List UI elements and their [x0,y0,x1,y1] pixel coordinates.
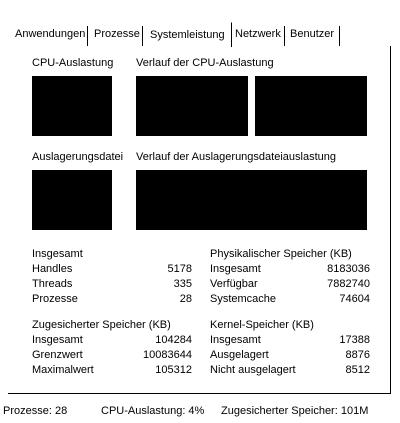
stat-value: 104284 [155,334,192,346]
kernel-memory-title: Kernel-Speicher (KB) [210,319,314,331]
physical-memory-section [210,247,370,307]
tab-benutzer[interactable]: Benutzer [287,26,340,46]
stat-value: 74604 [339,293,370,305]
status-bar [0,400,400,423]
stat-row [210,348,370,363]
performance-panel [8,46,391,394]
commit-charge-title: Zugesicherter Speicher (KB) [32,319,171,331]
tab-bar [0,0,400,47]
stat-value: 8512 [345,364,370,376]
stat-row [32,277,192,292]
pagefile-label: Auslagerungsdatei [32,151,124,163]
pagefile-graph [32,170,112,230]
stat-value: 7882740 [327,278,370,290]
stat-value: 8183036 [327,263,370,275]
cpu-usage-label: CPU-Auslastung [32,57,114,69]
cpu-history-graph-core-1 [136,76,248,136]
stat-label: Threads [32,278,73,290]
kernel-memory-section [210,318,370,378]
stat-value: 28 [179,293,192,305]
stat-label: Grenzwert [32,349,83,361]
totals-section [32,247,192,307]
tab-prozesse[interactable]: Prozesse [91,26,143,46]
stat-label: Prozesse [32,293,78,305]
pagefile-history-graph [136,170,367,230]
stat-row [210,277,370,292]
cpu-history-label: Verlauf der CPU-Auslastung [136,57,274,69]
stat-value: 335 [173,278,192,290]
stat-value: 105312 [155,364,192,376]
stat-label: Systemcache [210,293,277,305]
status-processes: Prozesse: 28 [3,405,68,417]
stat-row [32,262,192,277]
stat-row [32,348,192,363]
stat-label: Maximalwert [32,364,94,376]
stat-row [210,333,370,348]
stat-label: Insgesamt [210,263,261,275]
stat-label: Handles [32,263,73,275]
stat-row [210,363,370,378]
tab-anwendungen[interactable]: Anwendungen [12,26,88,46]
stat-label: Verfügbar [210,278,258,290]
stat-label: Insgesamt [210,334,261,346]
stat-value: 8876 [345,349,370,361]
stat-row [32,333,192,348]
tab-systemleistung[interactable]: Systemleistung [146,22,232,47]
stat-row [32,292,192,307]
cpu-usage-graph [32,76,112,136]
pagefile-history-label: Verlauf der Auslagerungsdateiauslastung [136,151,336,163]
stat-label: Insgesamt [32,334,83,346]
totals-title: Insgesamt [32,248,83,260]
physical-memory-title: Physikalischer Speicher (KB) [210,248,352,260]
commit-charge-section [32,318,192,378]
stat-row [32,363,192,378]
stat-label: Ausgelagert [210,349,269,361]
status-cpu-usage: CPU-Auslastung: 4% [101,405,205,417]
status-commit-charge: Zugesicherter Speicher: 101M [221,405,369,417]
stat-value: 5178 [167,263,192,275]
stat-row [210,262,370,277]
cpu-history-graph-core-2 [255,76,367,136]
stat-label: Nicht ausgelagert [210,364,296,376]
stat-row [210,292,370,307]
stat-value: 10083644 [143,349,192,361]
tab-netzwerk[interactable]: Netzwerk [232,26,285,46]
stat-value: 17388 [339,334,370,346]
